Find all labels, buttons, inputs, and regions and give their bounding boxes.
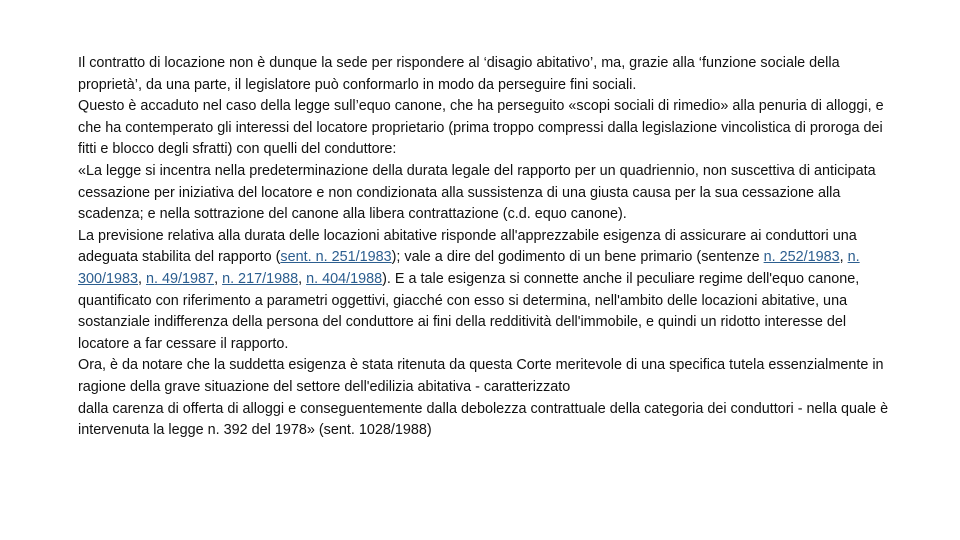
link-n-300-1983[interactable]: n. 300/1983 — [78, 249, 860, 287]
paragraph-4-text-2: ); vale a dire del godimento di un bene primario (sentenze — [391, 249, 764, 266]
body-text — [78, 53, 890, 442]
separator: , — [138, 270, 147, 287]
paragraph-4 — [78, 226, 890, 356]
paragraph-5: Ora, è da notare che la suddetta esigenza è stata ritenuta da questa Corte meritevole di una specifica tutela essenzialmente in ragione della grave situazione del settore dell'edilizia abitativa - caratterizzato — [78, 357, 884, 395]
link-n-252-1983[interactable]: n. 252/1983 — [763, 249, 840, 266]
separator: , — [298, 270, 307, 287]
link-n-49-1987[interactable]: n. 49/1987 — [146, 270, 215, 287]
separator: , — [839, 249, 848, 266]
paragraph-4-text-3: ). E a tale esigenza si connette anche il peculiare regime dell'equo canone, quantificato con riferimento a parametri oggettivi, giacché con esso si determina, nell'ambito delle locazioni abitative, una sostanziale indifferenza della persona del conduttore ai fini della redditività dell'immobile, e quindi un ridotto interesse del locatore a far cessare il rapporto. — [78, 270, 860, 352]
separator: , — [214, 270, 223, 287]
link-n-404-1988[interactable]: n. 404/1988 — [306, 270, 383, 287]
paragraph-1: Il contratto di locazione non è dunque la sede per rispondere al ‘disagio abitativo’, ma, grazie alla ‘funzione sociale della proprietà’, da una parte, il legislatore può conformarlo in modo da perseguire fini sociali. — [78, 55, 840, 93]
link-sent-251-1983[interactable]: sent. n. 251/1983 — [280, 249, 392, 266]
paragraph-6: dalla carenza di offerta di alloggi e conseguentemente dalla debolezza contrattuale della categoria dei conduttori - nella quale è intervenuta la legge n. 392 del 1978» (sent. 1028/1988) — [78, 400, 889, 439]
paragraph-3: «La legge si incentra nella predeterminazione della durata legale del rapporto per un quadriennio, non suscettiva di anticipata cessazione per iniziativa del locatore e non condizionata alla sussistenza di una giusta causa per la sua cessazione alla scadenza; e nella sottrazione del canone alla libera contrattazione (c.d. equo canone). — [78, 162, 876, 223]
paragraph-4-text-1: La previsione relativa alla durata delle locazioni abitative risponde all'apprezzabile esigenza di assicurare ai conduttori una adeguata stabilita del rapporto ( — [78, 227, 857, 266]
link-n-217-1988[interactable]: n. 217/1988 — [222, 270, 299, 287]
paragraph-2: Questo è accaduto nel caso della legge sull’equo canone, che ha perseguito «scopi sociali di rimedio» alla penuria di alloggi, e che ha contemperato gli interessi del locatore proprietario (prima troppo compressi dalla legislazione vincolistica di proroga dei fitti e blocco degli sfratti) con quelli del conduttore: — [78, 98, 884, 158]
